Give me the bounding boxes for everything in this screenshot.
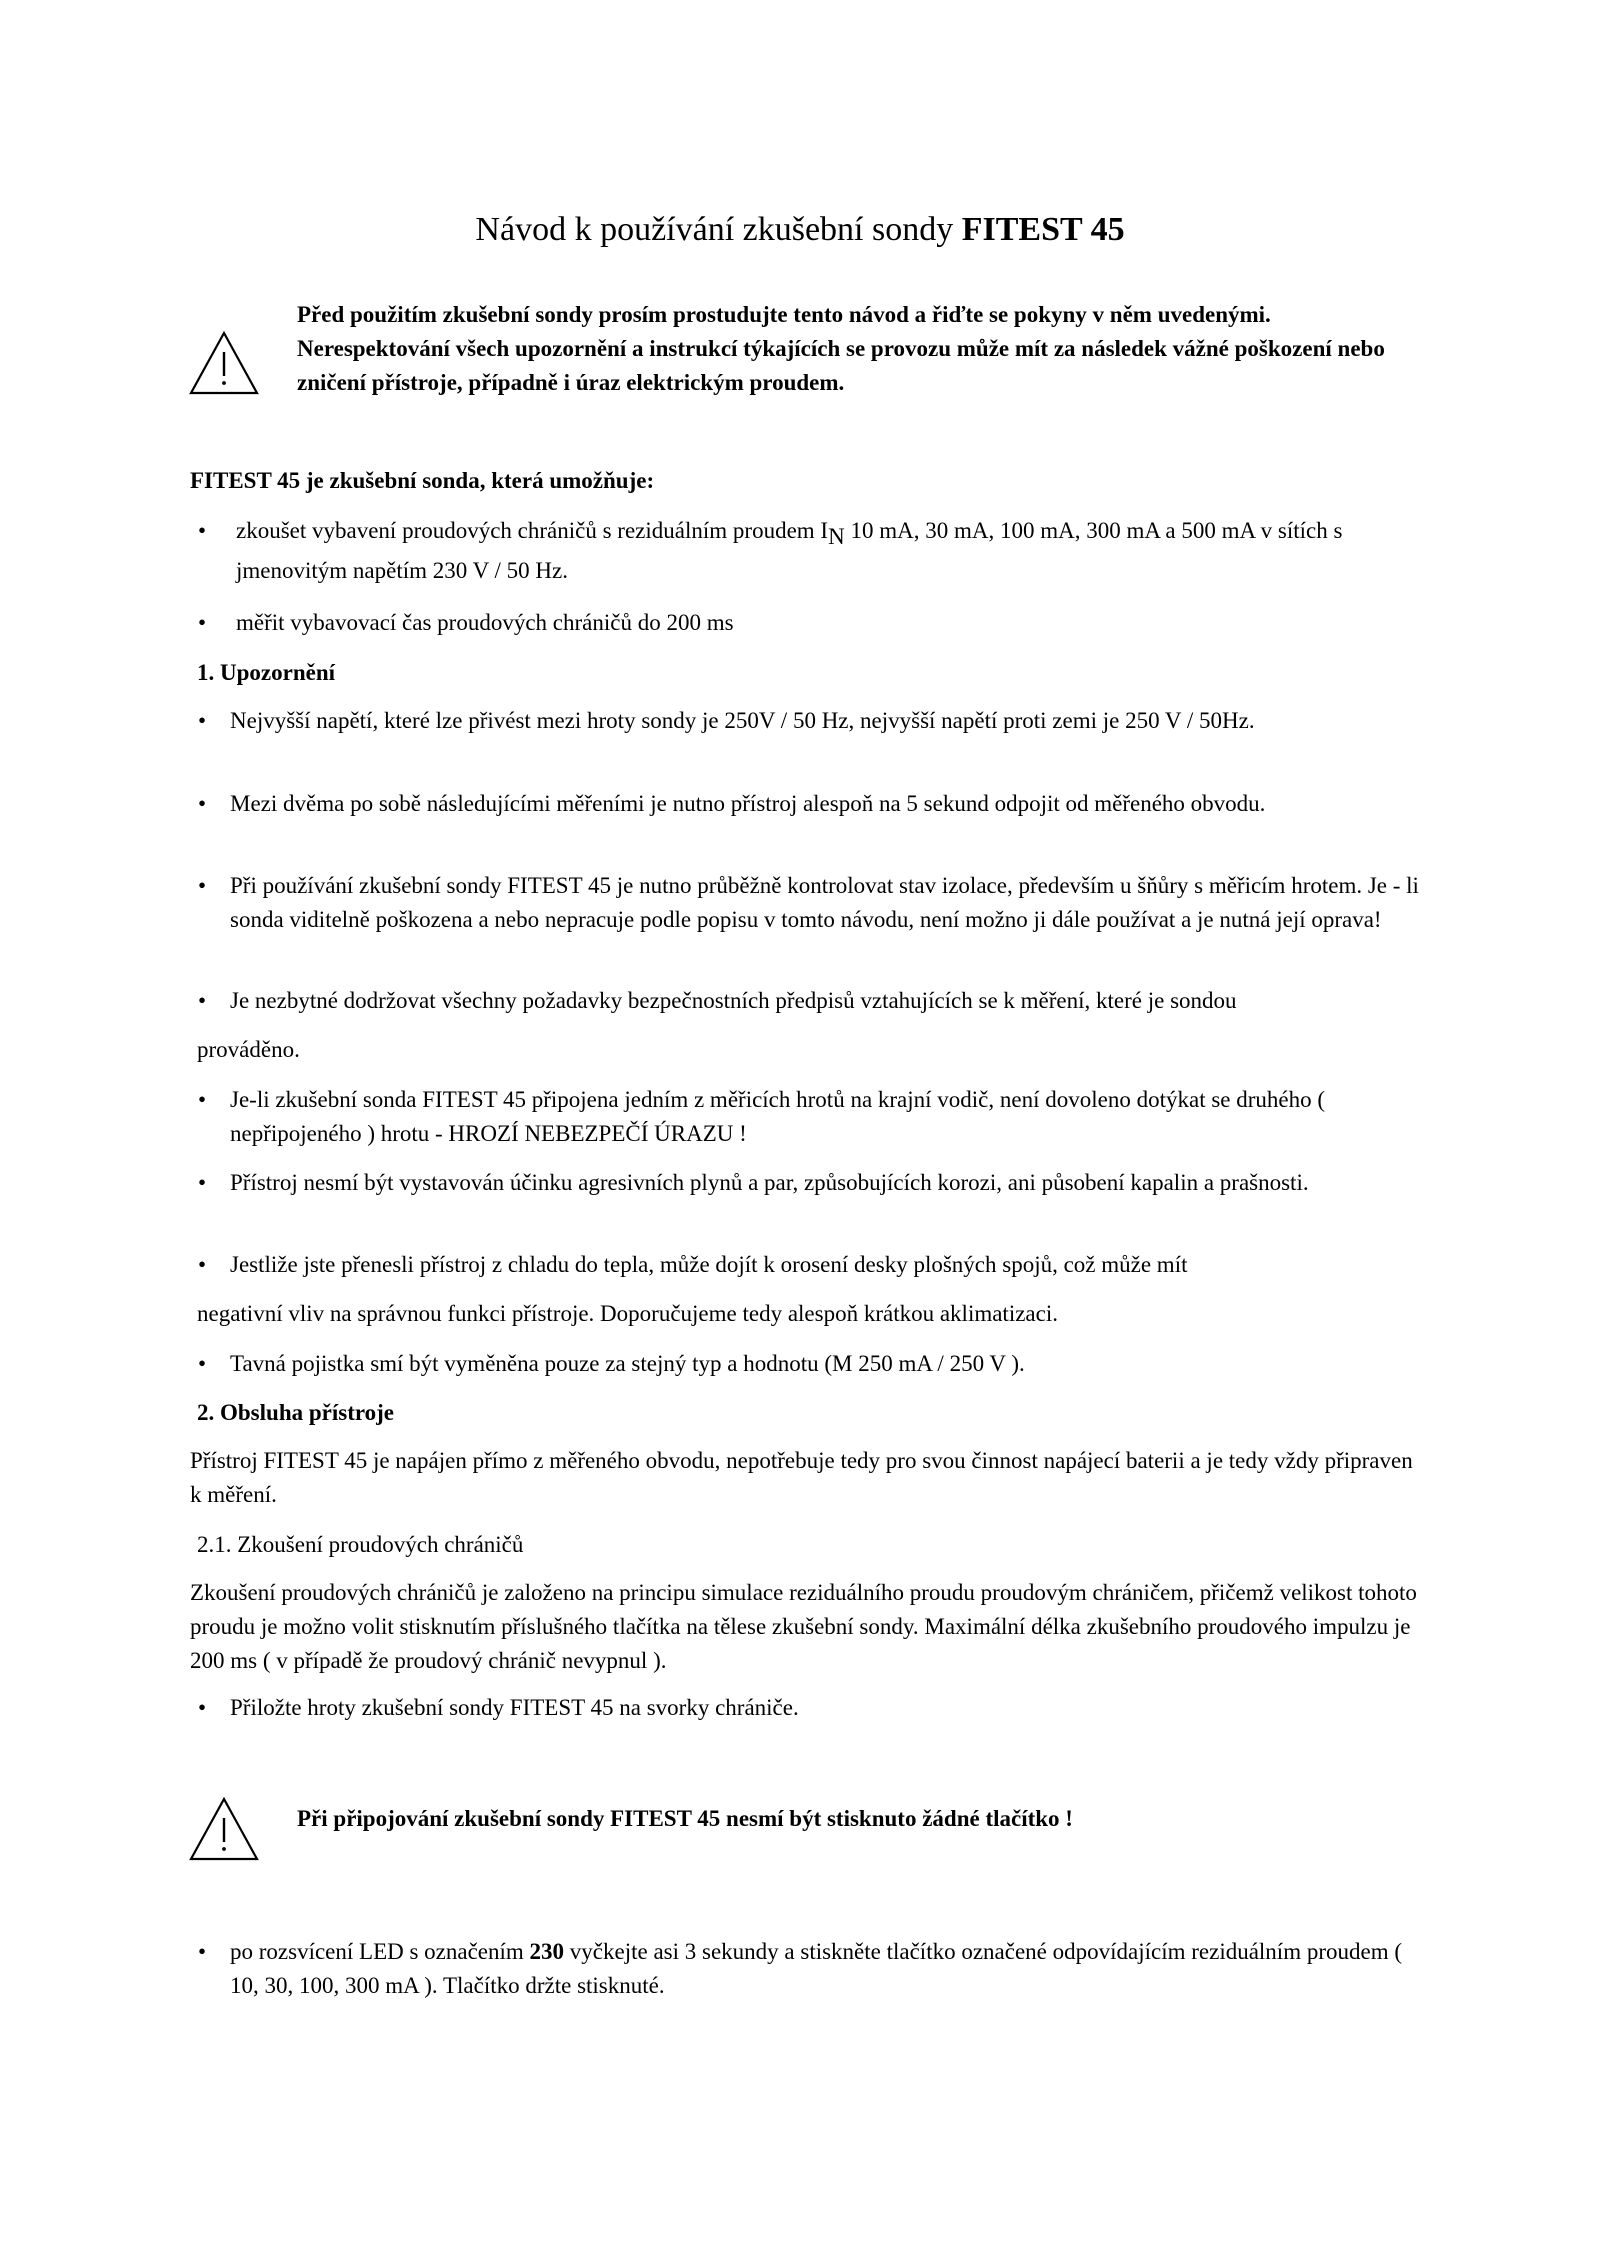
page-title: [0, 208, 1600, 252]
section-heading-1: 1. Upozornění: [197, 660, 335, 685]
list-item: [190, 1935, 1420, 2003]
list-item: [190, 1083, 1420, 1151]
section-heading-2: 2. Obsluha přístroje: [197, 1400, 395, 1425]
paragraph: Zkoušení proudových chráničů je založeno na principu simulace reziduálního proudu proudovým chráničem, přičemž velikost tohoto proudu je možno volit stisknutím příslušného tlačítka na tělese zkušební sondy. Maximální délka zkušebního proudového impulzu je 200 ms ( v případě že proudový chránič nevypnul ).: [190, 1580, 1417, 1673]
list-item-text: měřit vybavovací čas proudových chráničů do 200 ms: [236, 610, 734, 635]
list-item: [190, 704, 1420, 738]
warning-triangle-icon: [188, 1796, 260, 1862]
list-item: [190, 606, 1420, 640]
title-text: Návod k používání zkušební sondy: [475, 211, 962, 248]
subsection-heading: 2.1. Zkoušení proudových chráničů: [197, 1532, 524, 1557]
bullet: •: [197, 1351, 207, 1376]
list-item-text: Je nezbytné dodržovat všechny požadavky bezpečnostních předpisů vztahujících se k měření, které je sondou: [230, 988, 1237, 1013]
bullet: •: [197, 518, 207, 543]
list-item: [190, 1347, 1420, 1381]
list-item-text-cont: 10 mA, 30 mA, 100 mA, 300 mA a 500 mA v sítích s jmenovitým napětím 230 V / 50 Hz.: [236, 518, 1343, 583]
list-item-continuation: prováděno.: [197, 1037, 300, 1062]
list-item: [190, 1248, 1420, 1282]
list-item: [190, 1691, 1420, 1725]
bullet: •: [197, 708, 207, 733]
bullet: •: [197, 988, 207, 1013]
title-product: FITEST 45: [961, 211, 1125, 248]
bullet: •: [197, 1087, 207, 1112]
list-item-text: Mezi dvěma po sobě následujícími měřeními je nutno přístroj alespoň na 5 sekund odpojit od měřeného obvodu.: [230, 791, 1266, 816]
list-item: [190, 514, 1420, 588]
bullet: •: [197, 1252, 207, 1277]
bullet: •: [197, 791, 207, 816]
led-label: 230: [529, 1939, 565, 1964]
list-item: [190, 787, 1420, 821]
subscript-n: N: [828, 524, 845, 549]
list-item-text-cont: vyčkejte asi 3 sekundy a stiskněte tlačítko označené odpovídajícím reziduálním proudem ( 10, 30, 100, 300 mA ). Tlačítko držte stisknuté.: [230, 1939, 1403, 1998]
list-item-text: Při používání zkušební sondy FITEST 45 je nutno průběžně kontrolovat stav izolace, především u šňůry s měřicím hrotem. Je - li sonda viditelně poškozena a nebo nepracuje podle popisu v tomto návodu, není možno ji dále používat a je nutná její oprava!: [230, 873, 1419, 932]
bullet: •: [197, 1939, 207, 1964]
list-item-text: Nejvyšší napětí, které lze přivést mezi hroty sondy je 250V / 50 Hz, nejvyšší napětí proti zemi je 250 V / 50Hz.: [230, 708, 1255, 733]
list-item: [190, 1166, 1420, 1200]
list-item: [190, 869, 1420, 937]
bullet: •: [197, 1170, 207, 1195]
list-item-text: po rozsvícení LED s označením: [230, 1939, 530, 1964]
bullet: •: [197, 1695, 207, 1720]
list-item-text: Tavná pojistka smí být vyměněna pouze za stejný typ a hodnotu (M 250 mA / 250 V ).: [230, 1351, 1025, 1376]
list-item-text: Přístroj nesmí být vystavován účinku agresivních plynů a par, způsobujících korozi, ani působení kapalin a prašnosti.: [230, 1170, 1309, 1195]
intro-heading: FITEST 45 je zkušební sonda, která umožňuje:: [190, 468, 655, 493]
warning-intro-text: Před použitím zkušební sondy prosím prostudujte tento návod a řiďte se pokyny v něm uvedenými. Nerespektování všech upozornění a instrukcí týkajících se provozu může mít za následek vážné poškození nebo zničení přístroje, případně i úraz elektrickým proudem.: [297, 302, 1385, 395]
warning-connect-text: Při připojování zkušební sondy FITEST 45 nesmí být stisknuto žádné tlačítko !: [297, 1806, 1073, 1831]
bullet: •: [197, 873, 207, 898]
paragraph: Přístroj FITEST 45 je napájen přímo z měřeného obvodu, nepotřebuje tedy pro svou činnost napájecí baterii a je tedy vždy připraven k měření.: [190, 1448, 1413, 1507]
list-item: [190, 984, 1420, 1018]
list-item-text: zkoušet vybavení proudových chráničů s reziduálním proudem I: [236, 518, 829, 543]
bullet: •: [197, 610, 207, 635]
list-item-continuation: negativní vliv na správnou funkci přístroje. Doporučujeme tedy alespoň krátkou aklimatizaci.: [197, 1301, 1058, 1326]
list-item-text: Přiložte hroty zkušební sondy FITEST 45 na svorky chrániče.: [230, 1695, 799, 1720]
list-item-text: Jestliže jste přenesli přístroj z chladu do tepla, může dojít k orosení desky plošných spojů, což může mít: [230, 1252, 1188, 1277]
warning-triangle-icon: [188, 330, 260, 396]
list-item-text: Je-li zkušební sonda FITEST 45 připojena jedním z měřicích hrotů na krajní vodič, není dovoleno dotýkat se druhého ( nepřipojeného ) hrotu - HROZÍ NEBEZPEČÍ ÚRAZU !: [230, 1087, 1326, 1146]
